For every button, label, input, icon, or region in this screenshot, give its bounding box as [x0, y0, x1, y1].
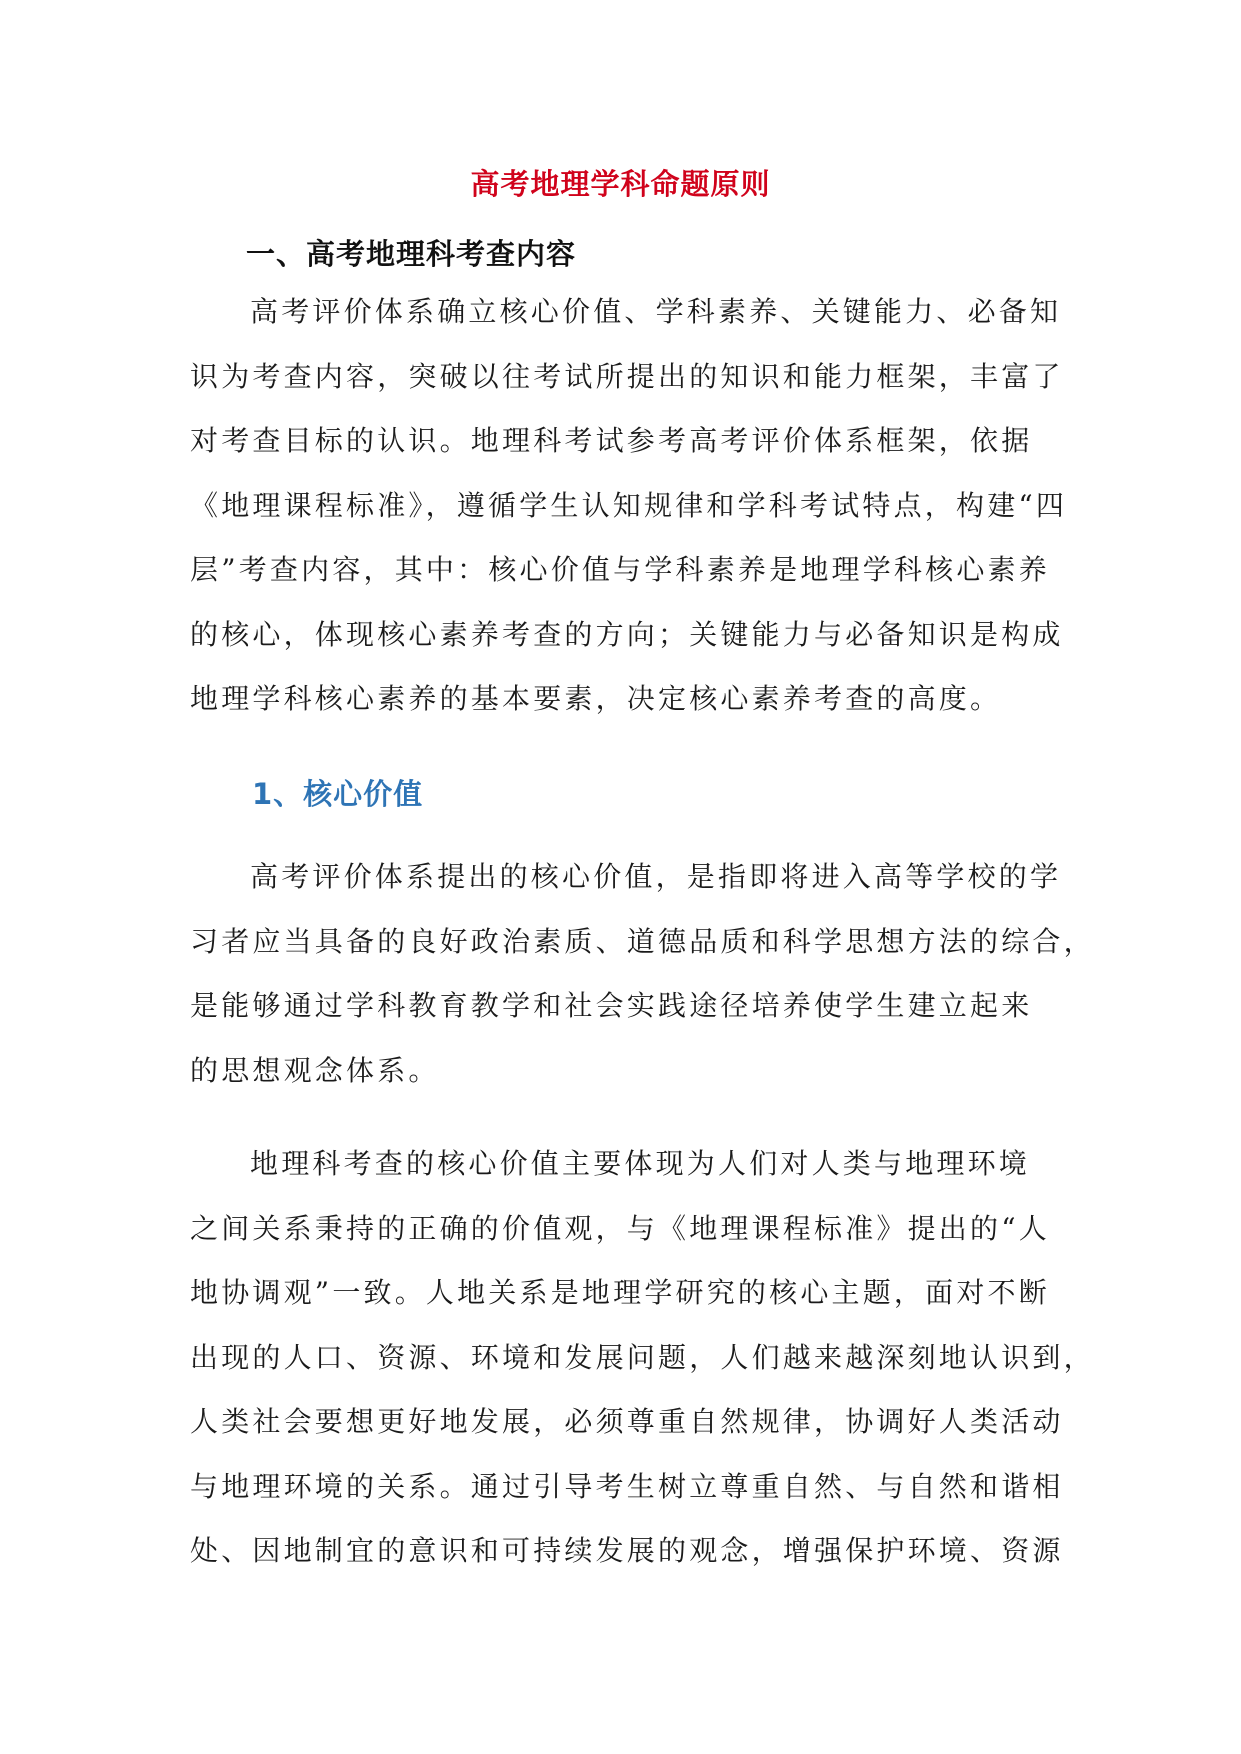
paragraph-line: 高考评价体系确立核心价值、学科素养、关键能力、必备知 [250, 295, 1062, 328]
subsection-heading-core-values: 1、核心价值 [252, 777, 424, 811]
section-heading-exam-content: 一、高考地理科考查内容 [246, 237, 577, 271]
paragraph-line: 的思想观念体系。 [190, 1053, 440, 1087]
paragraph-line: 处、因地制宜的意识和可持续发展的观念，增强保护环境、资源 [190, 1534, 1064, 1567]
paragraph-line: 出现的人口、资源、环境和发展问题，人们越来越深刻地认识到， [190, 1340, 1095, 1374]
paragraph-line: 习者应当具备的良好政治素质、道德品质和科学思想方法的综合， [190, 924, 1095, 958]
paragraph-line: 地理科考查的核心价值主要体现为人们对人类与地理环境 [250, 1147, 1031, 1180]
paragraph-line: 高考评价体系提出的核心价值，是指即将进入高等学校的学 [250, 860, 1062, 893]
paragraph-line: 人类社会要想更好地发展，必须尊重自然规律，协调好人类活动 [190, 1405, 1064, 1438]
paragraph-line: 识为考查内容，突破以往考试所提出的知识和能力框架，丰富了 [190, 359, 1064, 393]
document-title: 高考地理学科命题原则 [470, 167, 771, 201]
paragraph-line: 是能够通过学科教育教学和社会实践途径培养使学生建立起来 [190, 989, 1033, 1022]
paragraph-exam-content [190, 280, 1068, 732]
paragraph-line: 地理学科核心素养的基本要素，决定核心素养考查的高度。 [190, 682, 1002, 715]
paragraph-line: 之间关系秉持的正确的价值观，与《地理课程标准》提出的“人 [190, 1211, 1050, 1245]
paragraph-core-values-definition [190, 845, 1095, 1103]
paragraph-line: 《地理课程标准》，遵循学生认知规律和学科考试特点，构建“四 [190, 488, 1068, 522]
paragraph-line: 层”考查内容，其中：核心价值与学科素养是地理学科核心素养 [190, 553, 1050, 586]
paragraph-line: 地协调观”一致。人地关系是地理学研究的核心主题，面对不断 [190, 1276, 1050, 1309]
paragraph-line: 与地理环境的关系。通过引导考生树立尊重自然、与自然和谐相 [190, 1469, 1064, 1503]
paragraph-line: 的核心，体现核心素养考查的方向；关键能力与必备知识是构成 [190, 617, 1064, 651]
paragraph-geography-core-values [190, 1132, 1095, 1584]
paragraph-line: 对考查目标的认识。地理科考试参考高考评价体系框架，依据 [190, 424, 1033, 457]
